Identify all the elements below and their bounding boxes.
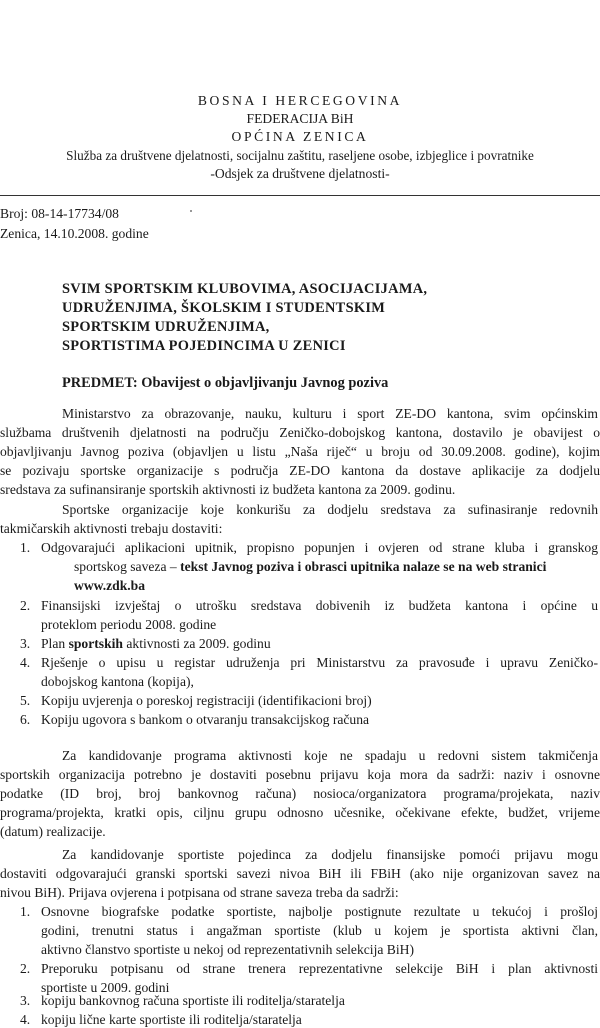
list-item: Plan sportskih aktivnosti za 2009. godinu — [41, 636, 271, 651]
subject: PREDMET: Obavijest o objavljivanju Javnog poziva — [62, 375, 389, 391]
list-item: kopiju bankovnog računa sportiste ili roditelja/staratelja — [41, 993, 345, 1008]
paragraph-line: objavljivanju Javnog poziva (objavljen u listu „Naša riječ“ u broju od 30.09.2008. godine), kojim — [0, 444, 600, 459]
paragraph-line: službama društvenih djelatnosti na području Zeničko-dobojskog kantona, dostavilo je obavijest o — [0, 425, 600, 440]
website-link[interactable]: www.zdk.ba — [74, 578, 146, 593]
paragraph-line: Ministarstvo za obrazovanje, nauku, kulturu i sport ZE-DO kantona, svim općinskim — [62, 406, 598, 421]
place-date: Zenica, 14.10.2008. godine — [0, 226, 149, 241]
header-municipality: OPĆINA ZENICA — [231, 129, 369, 144]
speck — [190, 210, 192, 212]
list-item: godini, trenutni status i angažman sportiste (klub u kojem je sportista aktivni član, — [41, 923, 598, 938]
list-number: 4. — [20, 1012, 31, 1027]
header-service: Služba za društvene djelatnosti, socijalnu zaštitu, raseljene osobe, izbjeglice i povratnike — [66, 148, 534, 163]
list-number: 3. — [20, 636, 31, 651]
paragraph-line: Za kandidovanje programa aktivnosti koje ne spadaju u redovni sistem takmičenja — [62, 748, 598, 763]
list-item: Kopiju uvjerenja o poreskoj registraciji (identifikacioni broj) — [41, 693, 372, 708]
list-number: 2. — [20, 961, 31, 976]
paragraph-line: dostaviti odgovarajući granski sportski savezi nivoa BiH ili FBiH (ako nije organizovan savez na — [0, 866, 600, 881]
list-number: 2. — [20, 598, 31, 613]
list-item: kopiju lične karte sportiste ili roditelja/staratelja — [41, 1012, 302, 1027]
list-number: 5. — [20, 693, 31, 708]
list-item: aktivno članstvo sportiste u nekoj od reprezentativnih selekcija BiH) — [41, 942, 414, 957]
list-number: 6. — [20, 712, 31, 727]
header-federation: FEDERACIJA BiH — [246, 111, 354, 126]
web-notice: tekst Javnog poziva i obrasci upitnika nalaze se na web stranici — [180, 559, 547, 574]
paragraph-line: Sportske organizacije koje konkurišu za dodjelu sredstava za sufinasiranje redovnih — [62, 502, 598, 517]
paragraph-line: sredstava za sufinansiranje sportskih aktivnosti iz budžeta kantona za 2009. godinu. — [0, 482, 456, 497]
addressee-line: SPORTSKIM UDRUŽENJIMA, — [62, 319, 270, 335]
list-item: sportskog saveza – tekst Javnog poziva i obrasci upitnika nalaze se na web stranici — [74, 559, 547, 574]
list-item: dobojskog kantona (kopija), — [41, 674, 194, 689]
list-item: Preporuku potpisanu od strane trenera reprezentativne selekcije BiH i plan aktivnosti — [41, 961, 598, 976]
document-number: Broj: 08-14-17734/08 — [0, 206, 119, 221]
list-item: Osnovne biografske podatke sportiste, najbolje postignute rezultate u tekućoj i prošloj — [41, 904, 598, 919]
list-number: 3. — [20, 993, 31, 1008]
paragraph-line: takmičarskih aktivnosti trebaju dostaviti: — [0, 521, 223, 536]
paragraph-line: (datum) realizacije. — [0, 824, 106, 839]
paragraph-line: programa/projekta, kratki opis, ciljnu grupu odnosno učesnike, očekivane efekte, budžet, vrijeme — [0, 805, 600, 820]
list-item: Finansijski izvještaj o utrošku sredstava dobivenih iz budžeta kantona i općine u — [41, 598, 598, 613]
header-divider — [0, 195, 600, 196]
list-item: Odgovarajući aplikacioni upitnik, propisno popunjen i ovjeren od strane kluba i granskog — [41, 540, 598, 555]
header-department: -Odsjek za društvene djelatnosti- — [210, 166, 390, 181]
paragraph-line: nivou BiH). Prijava ovjerena i potpisana od strane saveza treba da sadrži: — [0, 885, 399, 900]
list-number: 4. — [20, 655, 31, 670]
addressee-line: UDRUŽENJIMA, ŠKOLSKIM I STUDENTSKIM — [62, 300, 386, 316]
paragraph-line: Za kandidovanje sportiste pojedinca za dodjelu finansijske pomoći prijavu mogu — [62, 847, 598, 862]
list-number: 1. — [20, 904, 31, 919]
header-country: BOSNA I HERCEGOVINA — [197, 93, 403, 108]
list-item: proteklom periodu 2008. godine — [41, 617, 217, 632]
paragraph-line: sportskih organizacija potrebno je dostaviti posebnu prijavu koja mora da sadrži: naziv i osnovne — [0, 767, 600, 782]
list-item: Kopiju ugovora s bankom o otvaranju transakcijskog računa — [41, 712, 370, 727]
list-number: 1. — [20, 540, 31, 555]
paragraph-line: se pozivaju sportske organizacije s područja ZE-DO kantona da dostave aplikacije za dodjelu — [0, 463, 600, 478]
addressee-line: SVIM SPORTSKIM KLUBOVIMA, ASOCIJACIJAMA, — [62, 281, 428, 297]
paragraph-line: podatke (ID broj, broj bankovnog računa) nosioca/organizatora programa/projekata, naziv — [0, 786, 600, 801]
addressee-line: SPORTISTIMA POJEDINCIMA U ZENICI — [62, 338, 346, 354]
list-item: Rješenje o upisu u registar udruženja pri Ministarstvu za pravosuđe i upravu Zeničko- — [41, 655, 598, 670]
list-item: sportiste u 2009. godini — [41, 980, 170, 995]
